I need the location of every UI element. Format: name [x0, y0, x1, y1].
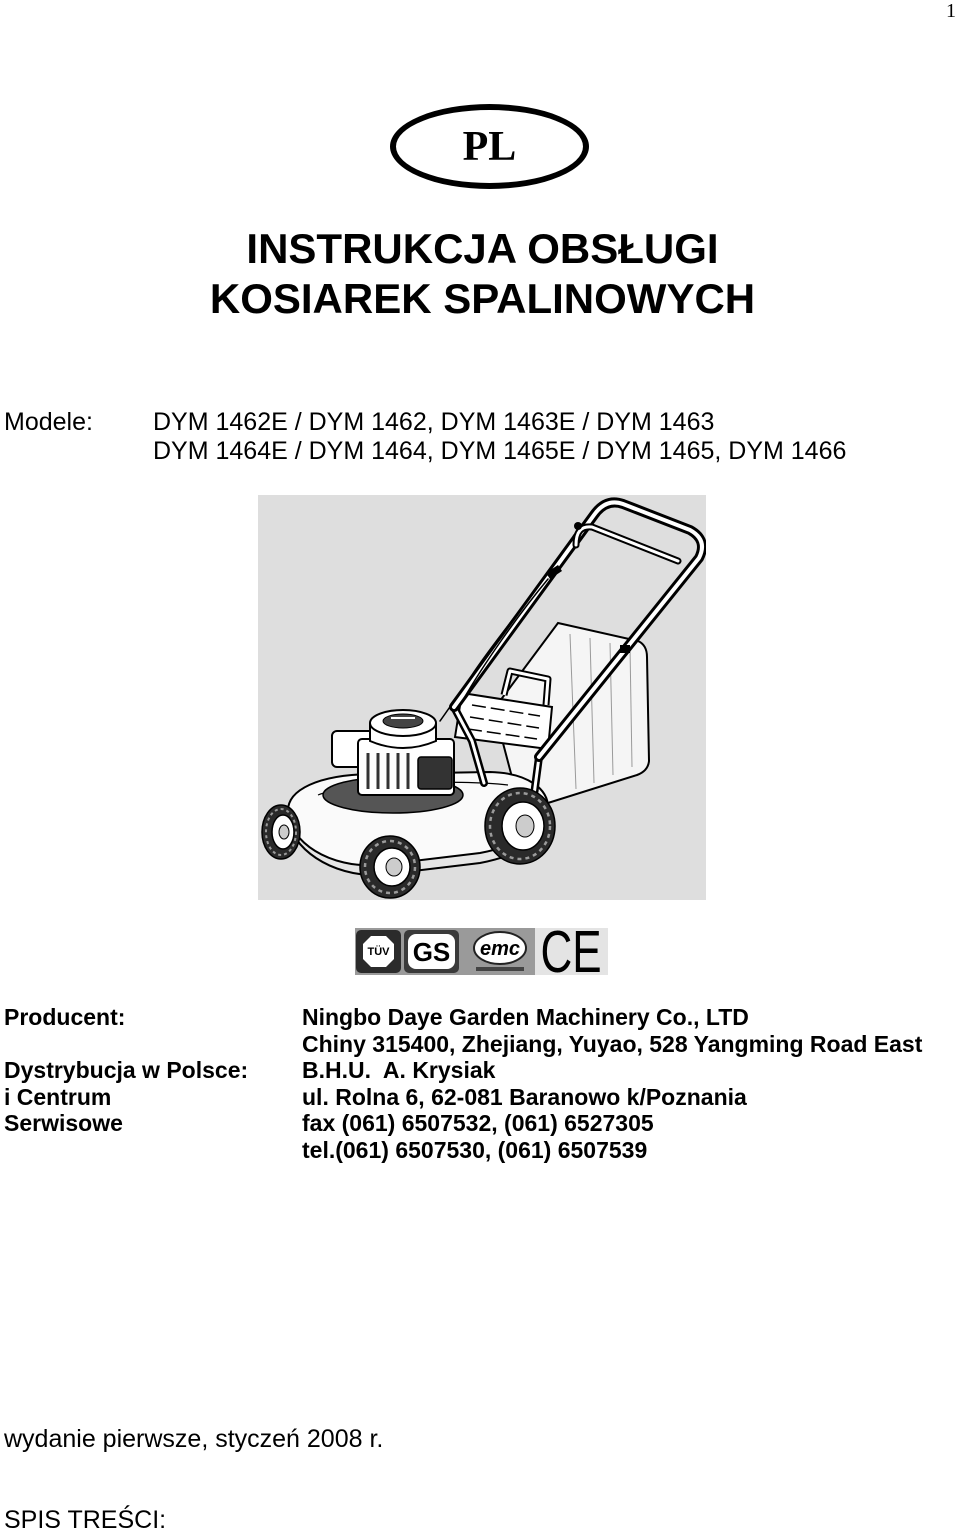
- edition-note: wydanie pierwsze, styczeń 2008 r.: [4, 1425, 384, 1453]
- page-number: 1: [946, 0, 956, 22]
- muffler: [418, 757, 452, 789]
- hub: [279, 825, 289, 839]
- distributor-details: [302, 1057, 952, 1163]
- distributor-address: ul. Rolna 6, 62-081 Baranowo k/Poznania: [302, 1083, 747, 1110]
- models-line-2: DYM 1464E / DYM 1464, DYM 1465E / DYM 1465, DYM 1466: [153, 437, 847, 465]
- document-title: [5, 224, 960, 324]
- wheel-front-right: [360, 836, 420, 898]
- title-line-2: KOSIAREK SPALINOWYCH: [209, 275, 756, 322]
- ce-mark-icon: [540, 928, 601, 975]
- tuv-logo-icon: [356, 930, 401, 973]
- distributor-fax: fax (061) 6507532, (061) 6527305: [302, 1110, 654, 1136]
- title-line-1: INSTRUKCJA OBSŁUGI: [246, 225, 719, 272]
- distributor-label-line-2: i Centrum: [4, 1083, 112, 1110]
- models-line-1: DYM 1462E / DYM 1462, DYM 1463E / DYM 1463: [153, 408, 715, 436]
- producer-label: Producent:: [4, 1004, 126, 1030]
- certification-logos: [355, 928, 608, 975]
- language-badge: [390, 104, 589, 189]
- certification-strip: [355, 928, 608, 975]
- emc-subtext-bar: [476, 967, 524, 971]
- distributor-name: B.H.U. A. Krysiak: [302, 1057, 496, 1083]
- wheel-rear-right: [485, 788, 555, 864]
- producer-name: Ningbo Daye Garden Machinery Co., LTD: [302, 1004, 749, 1030]
- wheel-front-left: [262, 805, 300, 859]
- models-list: [153, 408, 953, 466]
- tuv-label: TÜV: [367, 946, 390, 958]
- lawnmower-icon: [258, 495, 706, 900]
- ce-label: CE: [540, 928, 602, 975]
- distributor-phone: tel.(061) 6507530, (061) 6507539: [302, 1136, 648, 1163]
- distributor-label-line-1: Dystrybucja w Polsce:: [4, 1057, 249, 1083]
- gs-label: GS: [412, 937, 451, 967]
- gs-logo-icon: [404, 930, 459, 973]
- hub: [386, 858, 402, 876]
- engine: [323, 710, 463, 813]
- language-badge-label: PL: [462, 123, 517, 170]
- hub: [516, 815, 534, 837]
- starter-grip: [383, 714, 423, 728]
- bail-knob: [574, 522, 582, 530]
- producer-label-column: [4, 1004, 294, 1031]
- models-label: Modele:: [4, 408, 93, 436]
- distributor-label-line-3: Serwisowe: [4, 1110, 123, 1136]
- producer-details: [302, 1004, 952, 1057]
- distributor-label-column: [4, 1057, 294, 1137]
- toc-heading: SPIS TREŚCI:: [4, 1506, 167, 1534]
- emc-label: emc: [479, 938, 521, 960]
- producer-address: Chiny 315400, Zhejiang, Yuyao, 528 Yangming Road East: [302, 1030, 923, 1057]
- handle-clip: [620, 645, 630, 653]
- lawnmower-illustration: [258, 495, 706, 900]
